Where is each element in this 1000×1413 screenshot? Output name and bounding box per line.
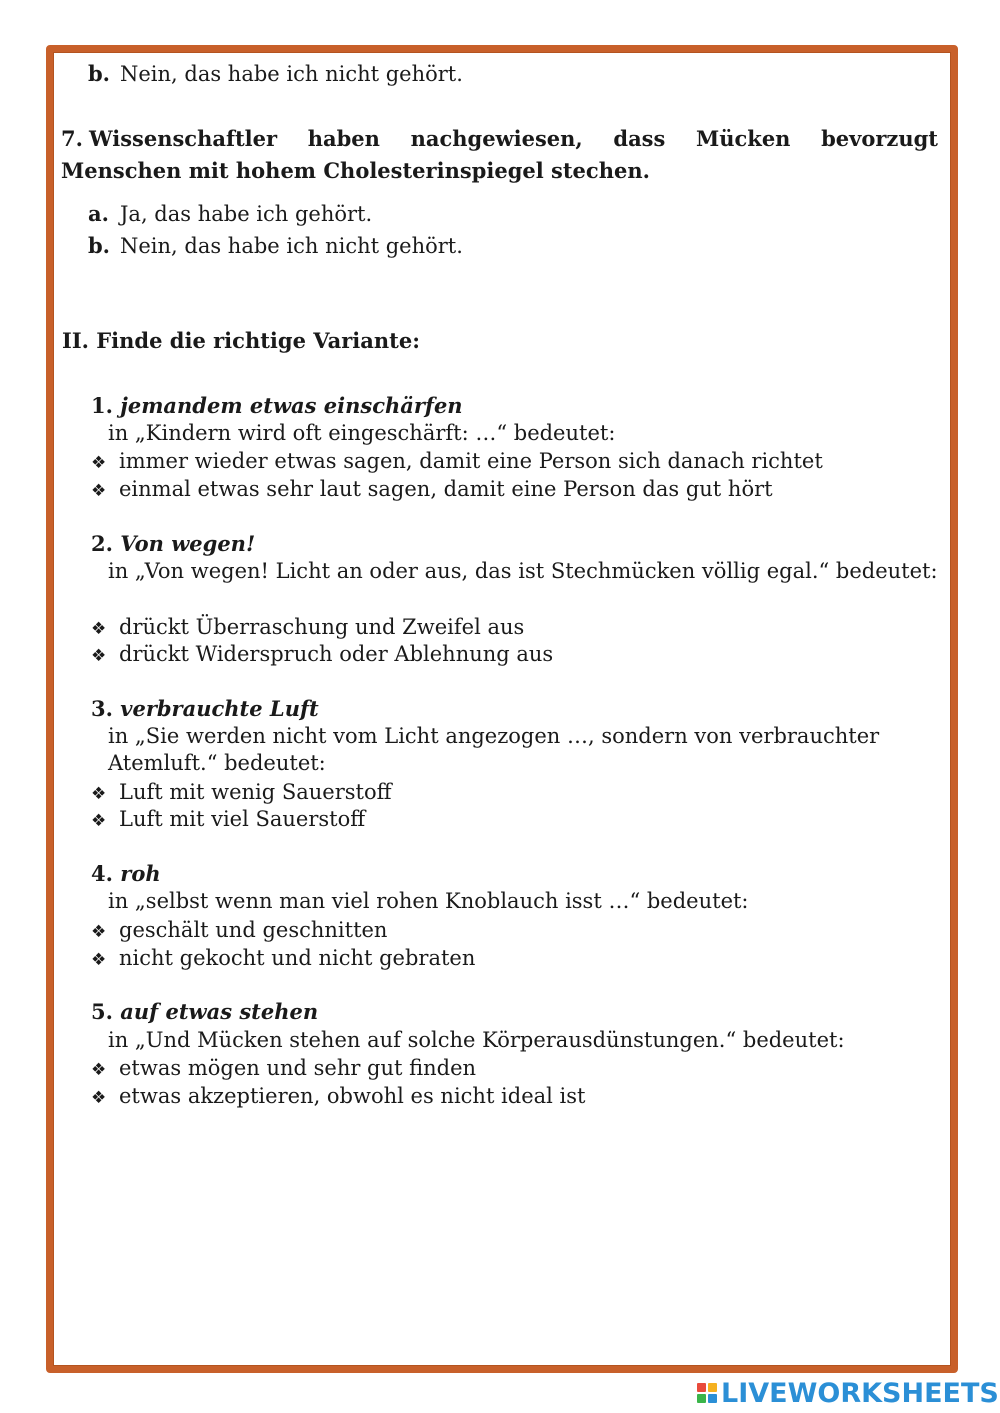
option-text: Nein, das habe ich nicht gehört. [120,234,463,258]
item-term: jemandem etwas einschärfen [120,393,463,418]
item-number: 3. [91,696,113,721]
item-term: roh [120,861,161,886]
item-5-choice-2[interactable] [91,1083,586,1111]
option-letter: a. [88,201,109,226]
diamond-bullet-icon: ❖ [91,1088,107,1108]
item-1-choice-2[interactable] [91,476,773,504]
choice-text: etwas mögen und sehr gut finden [119,1056,477,1080]
item-3-heading [91,696,319,722]
item-term: auf etwas stehen [120,999,319,1024]
choice-text: drückt Widerspruch oder Ablehnung aus [119,642,554,666]
diamond-bullet-icon: ❖ [91,481,107,501]
q7-option-a[interactable] [88,201,372,227]
diamond-bullet-icon: ❖ [91,453,107,473]
choice-text: etwas akzeptieren, obwohl es nicht ideal ist [119,1084,586,1108]
option-letter: b. [88,233,110,258]
item-1-choice-1[interactable] [91,448,823,476]
liveworksheets-logo-icon [697,1383,717,1403]
diamond-bullet-icon: ❖ [91,811,107,831]
item-3-choice-2[interactable] [91,806,365,834]
item-1-heading [91,393,463,419]
diamond-bullet-icon: ❖ [91,619,107,639]
question-number: 7. [61,126,83,151]
diamond-bullet-icon: ❖ [91,646,107,666]
item-2-heading [91,531,255,557]
item-4-choice-1[interactable] [91,917,387,945]
choice-text: geschält und geschnitten [119,918,388,942]
option-letter: b. [88,61,110,86]
question-7 [61,123,938,187]
item-number: 2. [91,531,113,556]
item-4-heading [91,861,161,887]
item-4-context: in „selbst wenn man viel rohen Knoblauch isst …“ bedeutet: [108,889,749,913]
option-text: Ja, das habe ich gehört. [120,202,373,226]
question-text: Wissenschaftler haben nachgewiesen, dass Mücken bevorzugt Menschen mit hohem Cholesterinspiegel stechen. [61,126,938,183]
item-4-choice-2[interactable] [91,945,475,973]
diamond-bullet-icon: ❖ [91,950,107,970]
item-3-context: in „Sie werden nicht vom Licht angezogen …, sondern von verbrauchter Atemluft.“ bedeutet: [108,724,880,775]
liveworksheets-logo[interactable] [697,1378,999,1408]
prev-option-b[interactable] [88,61,463,87]
choice-text: Luft mit wenig Sauerstoff [119,780,392,804]
choice-text: drückt Überraschung und Zweifel aus [119,615,525,639]
item-5-choice-1[interactable] [91,1055,476,1083]
item-number: 4. [91,861,113,886]
section-title: II. Finde die richtige Variante: [62,328,420,353]
item-5-heading [91,999,318,1025]
diamond-bullet-icon: ❖ [91,1060,107,1080]
choice-text: immer wieder etwas sagen, damit eine Person sich danach richtet [119,449,823,473]
logo-text: LIVEWORKSHEETS [721,1377,999,1409]
item-1-context: in „Kindern wird oft eingeschärft: …“ bedeutet: [108,421,616,445]
item-2-choice-1[interactable] [91,614,524,642]
diamond-bullet-icon: ❖ [91,922,107,942]
choice-text: Luft mit viel Sauerstoff [119,807,366,831]
item-3-choice-1[interactable] [91,779,392,807]
item-number: 5. [91,999,113,1024]
item-term: Von wegen! [120,531,256,556]
choice-text: einmal etwas sehr laut sagen, damit eine Person das gut hört [119,477,773,501]
diamond-bullet-icon: ❖ [91,784,107,804]
item-2-context: in „Von wegen! Licht an oder aus, das ist Stechmücken völlig egal.“ bedeutet: [108,559,938,583]
choice-text: nicht gekocht und nicht gebraten [119,946,476,970]
item-number: 1. [91,393,113,418]
item-2-choice-2[interactable] [91,641,553,669]
q7-option-b[interactable] [88,233,463,259]
item-5-context: in „Und Mücken stehen auf solche Körperausdünstungen.“ bedeutet: [108,1028,845,1052]
option-text: Nein, das habe ich nicht gehört. [120,62,463,86]
item-term: verbrauchte Luft [120,696,319,721]
